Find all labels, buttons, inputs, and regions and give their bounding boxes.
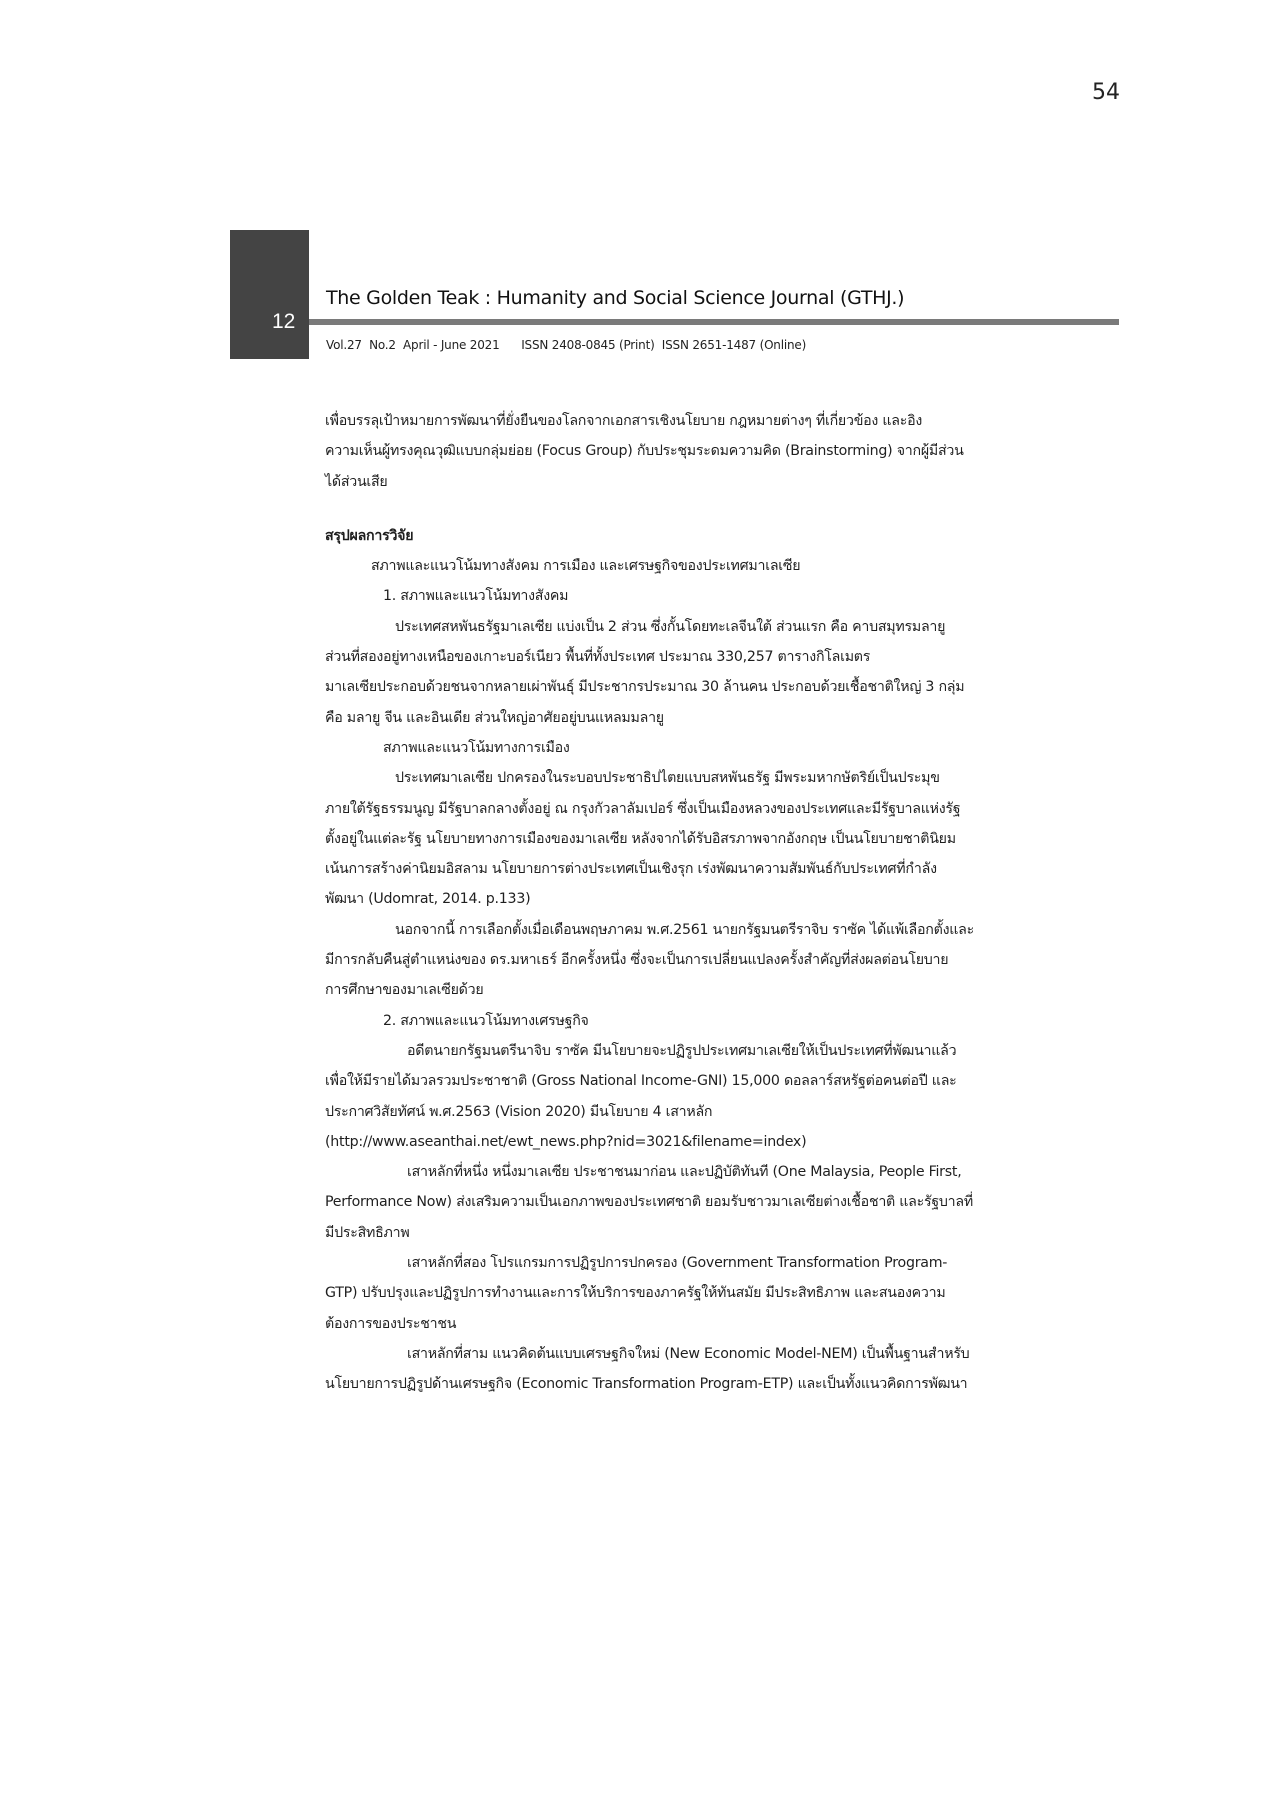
header-divider-bar [309,319,1119,325]
paragraph-line: อดีตนายกรัฐมนตรีนาจิบ ราซัค มีนโยบายจะปฏิรูปประเทศมาเลเซียให้เป็นประเทศที่พัฒนาแล้ว [407,1042,957,1059]
item-heading-economy: 2. สภาพและแนวโน้มทางเศรษฐกิจ [383,1012,589,1029]
paragraph-line: ต้องการของประชาชน [325,1315,457,1332]
paragraph-line: มีการกลับคืนสู่ตำแหน่งของ ดร.มหาเธร์ อีกครั้งหนึ่ง ซึ่งจะเป็นการเปลี่ยนแปลงครั้งสำคัญที่ส่งผลต่อนโยบาย [325,952,949,969]
article-body [325,406,1005,1400]
paragraph-line: การศึกษาของมาเลเซียด้วย [325,982,484,999]
paragraph-line: เสาหลักที่สอง โปรแกรมการปฏิรูปการปกครอง (Government Transformation Program- [407,1255,948,1272]
paragraph-line: เพื่อให้มีรายได้มวลรวมประชาชาติ (Gross National Income-GNI) 15,000 ดอลลาร์สหรัฐต่อคนต่อปี และ [325,1073,957,1090]
section-heading: สรุปผลการวิจัย [325,527,414,544]
paragraph-line: ได้ส่วนเสีย [325,473,388,490]
paragraph-line: ส่วนที่สองอยู่ทางเหนือของเกาะบอร์เนียว พื้นที่ทั้งประเทศ ประมาณ 330,257 ตารางกิโลเมตร [325,649,871,666]
journal-title: The Golden Teak : Humanity and Social Science Journal (GTHJ.) [326,287,905,309]
paragraph-line: เพื่อบรรลุเป้าหมายการพัฒนาที่ยั่งยืนของโลกจากเอกสารเชิงนโยบาย กฎหมายต่างๆ ที่เกี่ยวข้อง และอิง [325,413,923,429]
paragraph-line: ความเห็นผู้ทรงคุณวุฒิแบบกลุ่มย่อย (Focus Group) กับประชุมระดมความคิด (Brainstorming) จากผู้มีส่วน [325,443,964,460]
item-heading-politics: สภาพและแนวโน้มทางการเมือง [383,739,570,756]
paragraph-line: พัฒนา (Udomrat, 2014. p.133) [325,891,531,908]
journal-volume-issn: Vol.27 No.2 April - June 2021 ISSN 2408-0845 (Print) ISSN 2651-1487 (Online) [326,338,807,352]
paragraph-line: เน้นการสร้างค่านิยมอิสลาม นโยบายการต่างประเทศเป็นเชิงรุก เร่งพัฒนาความสัมพันธ์กับประเทศที่กำลัง [325,861,937,878]
paragraph-line: มีประสิทธิภาพ [325,1224,410,1241]
item-heading-social: 1. สภาพและแนวโน้มทางสังคม [383,588,569,605]
paragraph-line: เสาหลักที่สาม แนวคิดต้นแบบเศรษฐกิจใหม่ (New Economic Model-NEM) เป็นพื้นฐานสำหรับ [407,1345,970,1362]
paragraph-line: ประกาศวิสัยทัศน์ พ.ศ.2563 (Vision 2020) มีนโยบาย 4 เสาหลัก [325,1103,713,1120]
spacer [325,497,1005,521]
paragraph-line: ประเทศมาเลเซีย ปกครองในระบอบประชาธิปไตยแบบสหพันธรัฐ มีพระมหากษัตริย์เป็นประมุข [395,770,940,787]
paragraph-line: ตั้งอยู่ในแต่ละรัฐ นโยบายทางการเมืองของมาเลเซีย หลังจากได้รับอิสรภาพจากอังกฤษ เป็นนโยบายชาตินิยม [325,830,956,847]
paragraph-line: GTP) ปรับปรุงและปฏิรูปการทำงานและการให้บริการของภาครัฐให้ทันสมัย มีประสิทธิภาพ และสนองความ [325,1285,946,1302]
paragraph-line: ภายใต้รัฐธรรมนูญ มีรัฐบาลกลางตั้งอยู่ ณ กรุงกัวลาลัมเปอร์ ซึ่งเป็นเมืองหลวงของประเทศและมีรัฐบาลแห่งรัฐ [325,800,961,817]
journal-page-number: 12 [272,310,296,333]
paragraph-line: นอกจากนี้ การเลือกตั้งเมื่อเดือนพฤษภาคม พ.ศ.2561 นายกรัฐมนตรีราจิบ ราซัค ได้แพ้เลือกตั้งและ [395,921,974,938]
paragraph-line: ประเทศสหพันธรัฐมาเลเซีย แบ่งเป็น 2 ส่วน ซึ่งกั้นโดยทะเลจีนใต้ ส่วนแรก คือ คาบสมุทรมลายู [395,618,946,635]
reference-url: (http://www.aseanthai.net/ewt_news.php?nid=3021&filename=index) [325,1133,807,1150]
paragraph-line: มาเลเซียประกอบด้วยชนจากหลายเผ่าพันธุ์ มีประชากรประมาณ 30 ล้านคน ประกอบด้วยเชื้อชาติใหญ่ 3 กลุ่ม [325,679,965,696]
paragraph-line: เสาหลักที่หนึ่ง หนึ่งมาเลเซีย ประชาชนมาก่อน และปฏิบัติทันที (One Malaysia, People First, [407,1164,962,1181]
issue-side-tab [230,230,309,359]
paragraph-line: คือ มลายู จีน และอินเดีย ส่วนใหญ่อาศัยอยู่บนแหลมมลายู [325,709,664,726]
subheading: สภาพและแนวโน้มทางสังคม การเมือง และเศรษฐกิจของประเทศมาเลเซีย [371,558,801,575]
paragraph-line: Performance Now) ส่งเสริมความเป็นเอกภาพของประเทศชาติ ยอมรับชาวมาเลเซียต่างเชื้อชาติ และรัฐบาลที่ [325,1194,973,1211]
paragraph-line: นโยบายการปฏิรูปด้านเศรษฐกิจ (Economic Transformation Program-ETP) และเป็นทั้งแนวคิดการพัฒนา [325,1376,968,1393]
page-number: 54 [1092,80,1120,105]
